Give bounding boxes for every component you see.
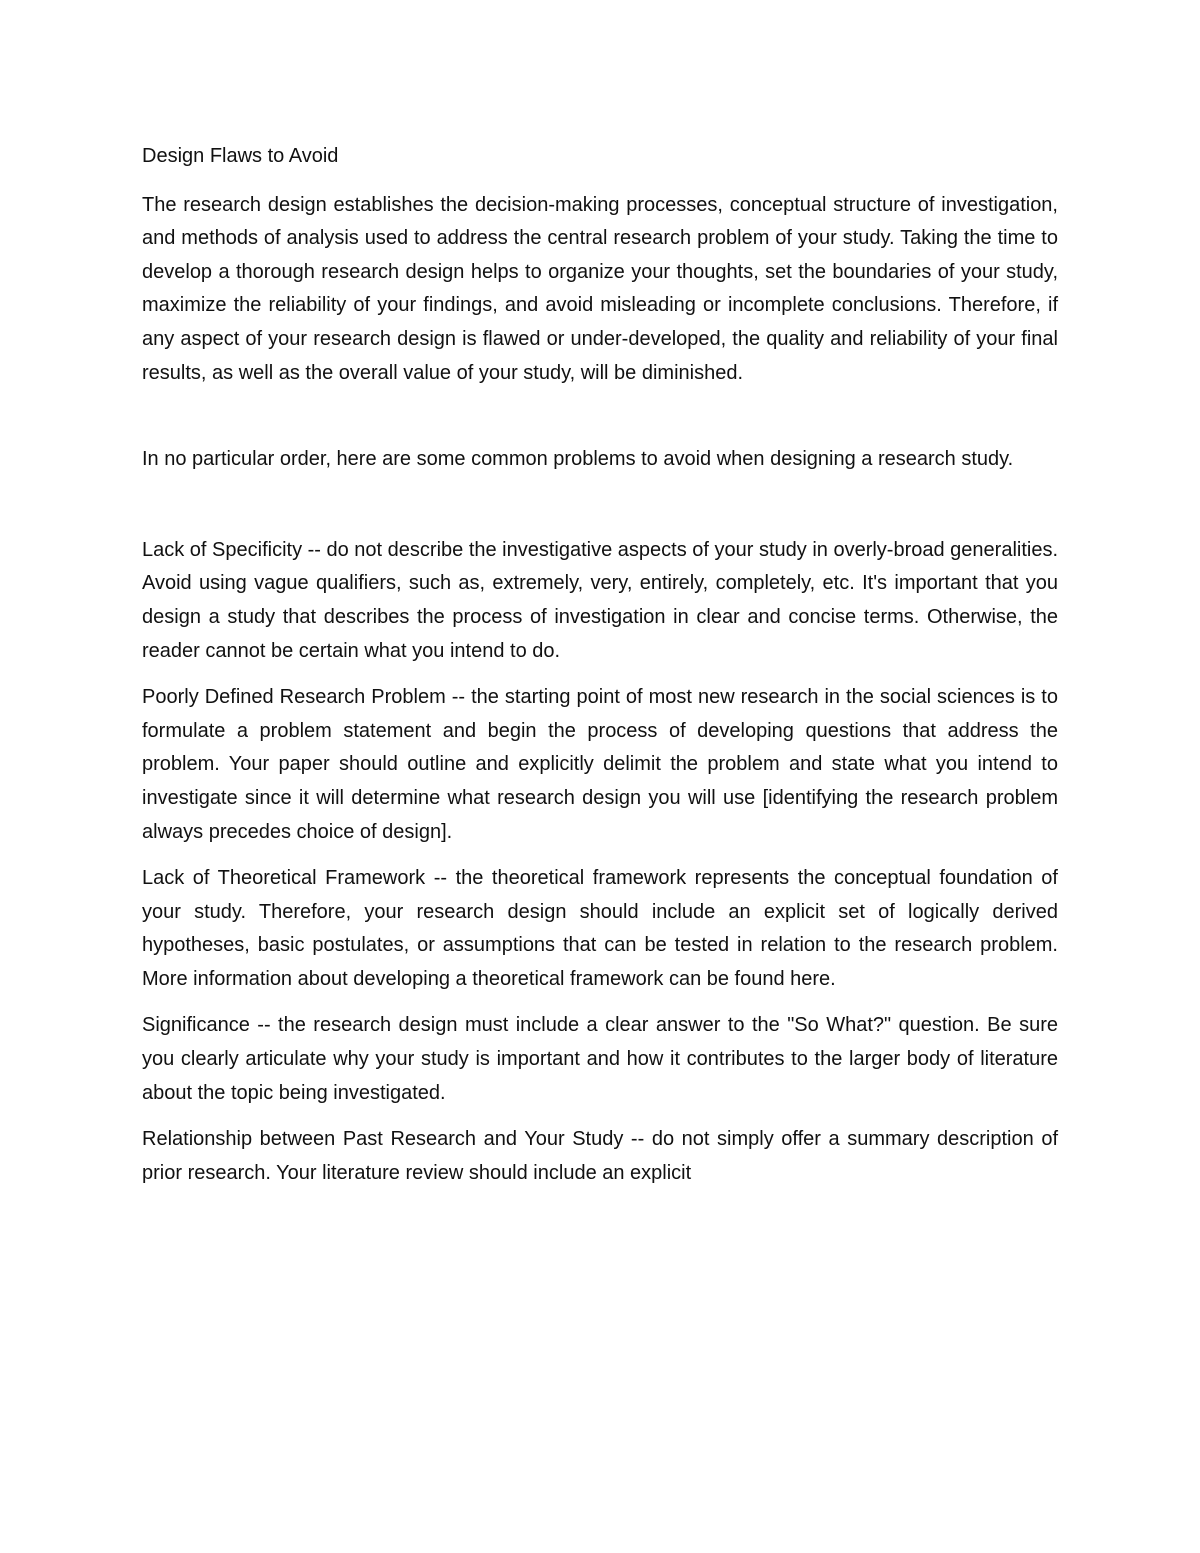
blank-line [142, 490, 1058, 534]
theoretical-framework-paragraph: Lack of Theoretical Framework -- the theoretical framework represents the conceptual foundation of your study. Therefore, your research design should include an explicit set of logically derived hypotheses, basic postulates, or assumptions that can be tested in relation to the research problem. More information about developing a theoretical framework can be found here. [142, 867, 1058, 990]
lack-of-specificity-paragraph: Lack of Specificity -- do not describe the investigative aspects of your study in overly-broad generalities. Avoid using vague qualifiers, such as, extremely, very, entirely, completely, etc. It's important that you design a study that describes the process of investigation in clear and concise terms. Otherwise, the reader cannot be certain what you intend to do. [142, 538, 1059, 662]
problems-intro-paragraph: In no particular order, here are some common problems to avoid when designing a research study. [142, 448, 1014, 471]
poorly-defined-problem-paragraph: Poorly Defined Research Problem -- the starting point of most new research in the social sciences is to formulate a problem statement and begin the process of developing questions that address the problem. Your paper should outline and explicitly delimit the problem and state what you intend to investigate since it will determine what research design you will use [identifying the research problem always precedes choice of design]. [142, 686, 1058, 843]
blank-line [142, 403, 1058, 443]
past-research-paragraph: Relationship between Past Research and Your Study -- do not simply offer a summary description of prior research. Your literature review should include an explicit [142, 1128, 1058, 1184]
document-title: Design Flaws to Avoid [142, 145, 339, 167]
intro-paragraph: The research design establishes the decision-making processes, conceptual structure of investigation, and methods of analysis used to address the central research problem of your study. Taking the time to develop a thorough research design helps to organize your thoughts, set the boundaries of your study, maximize the reliability of your findings, and avoid misleading or incomplete conclusions. Therefore, if any aspect of your research design is flawed or under-developed, the quality and reliability of your final results, as well as the overall value of your study, will be diminished. [142, 193, 1058, 384]
document-body [142, 140, 1058, 1203]
significance-paragraph: Significance -- the research design must include a clear answer to the "So What?" question. Be sure you clearly articulate why your study is important and how it contributes to the larger body of literature about the topic being investigated. [142, 1014, 1058, 1104]
